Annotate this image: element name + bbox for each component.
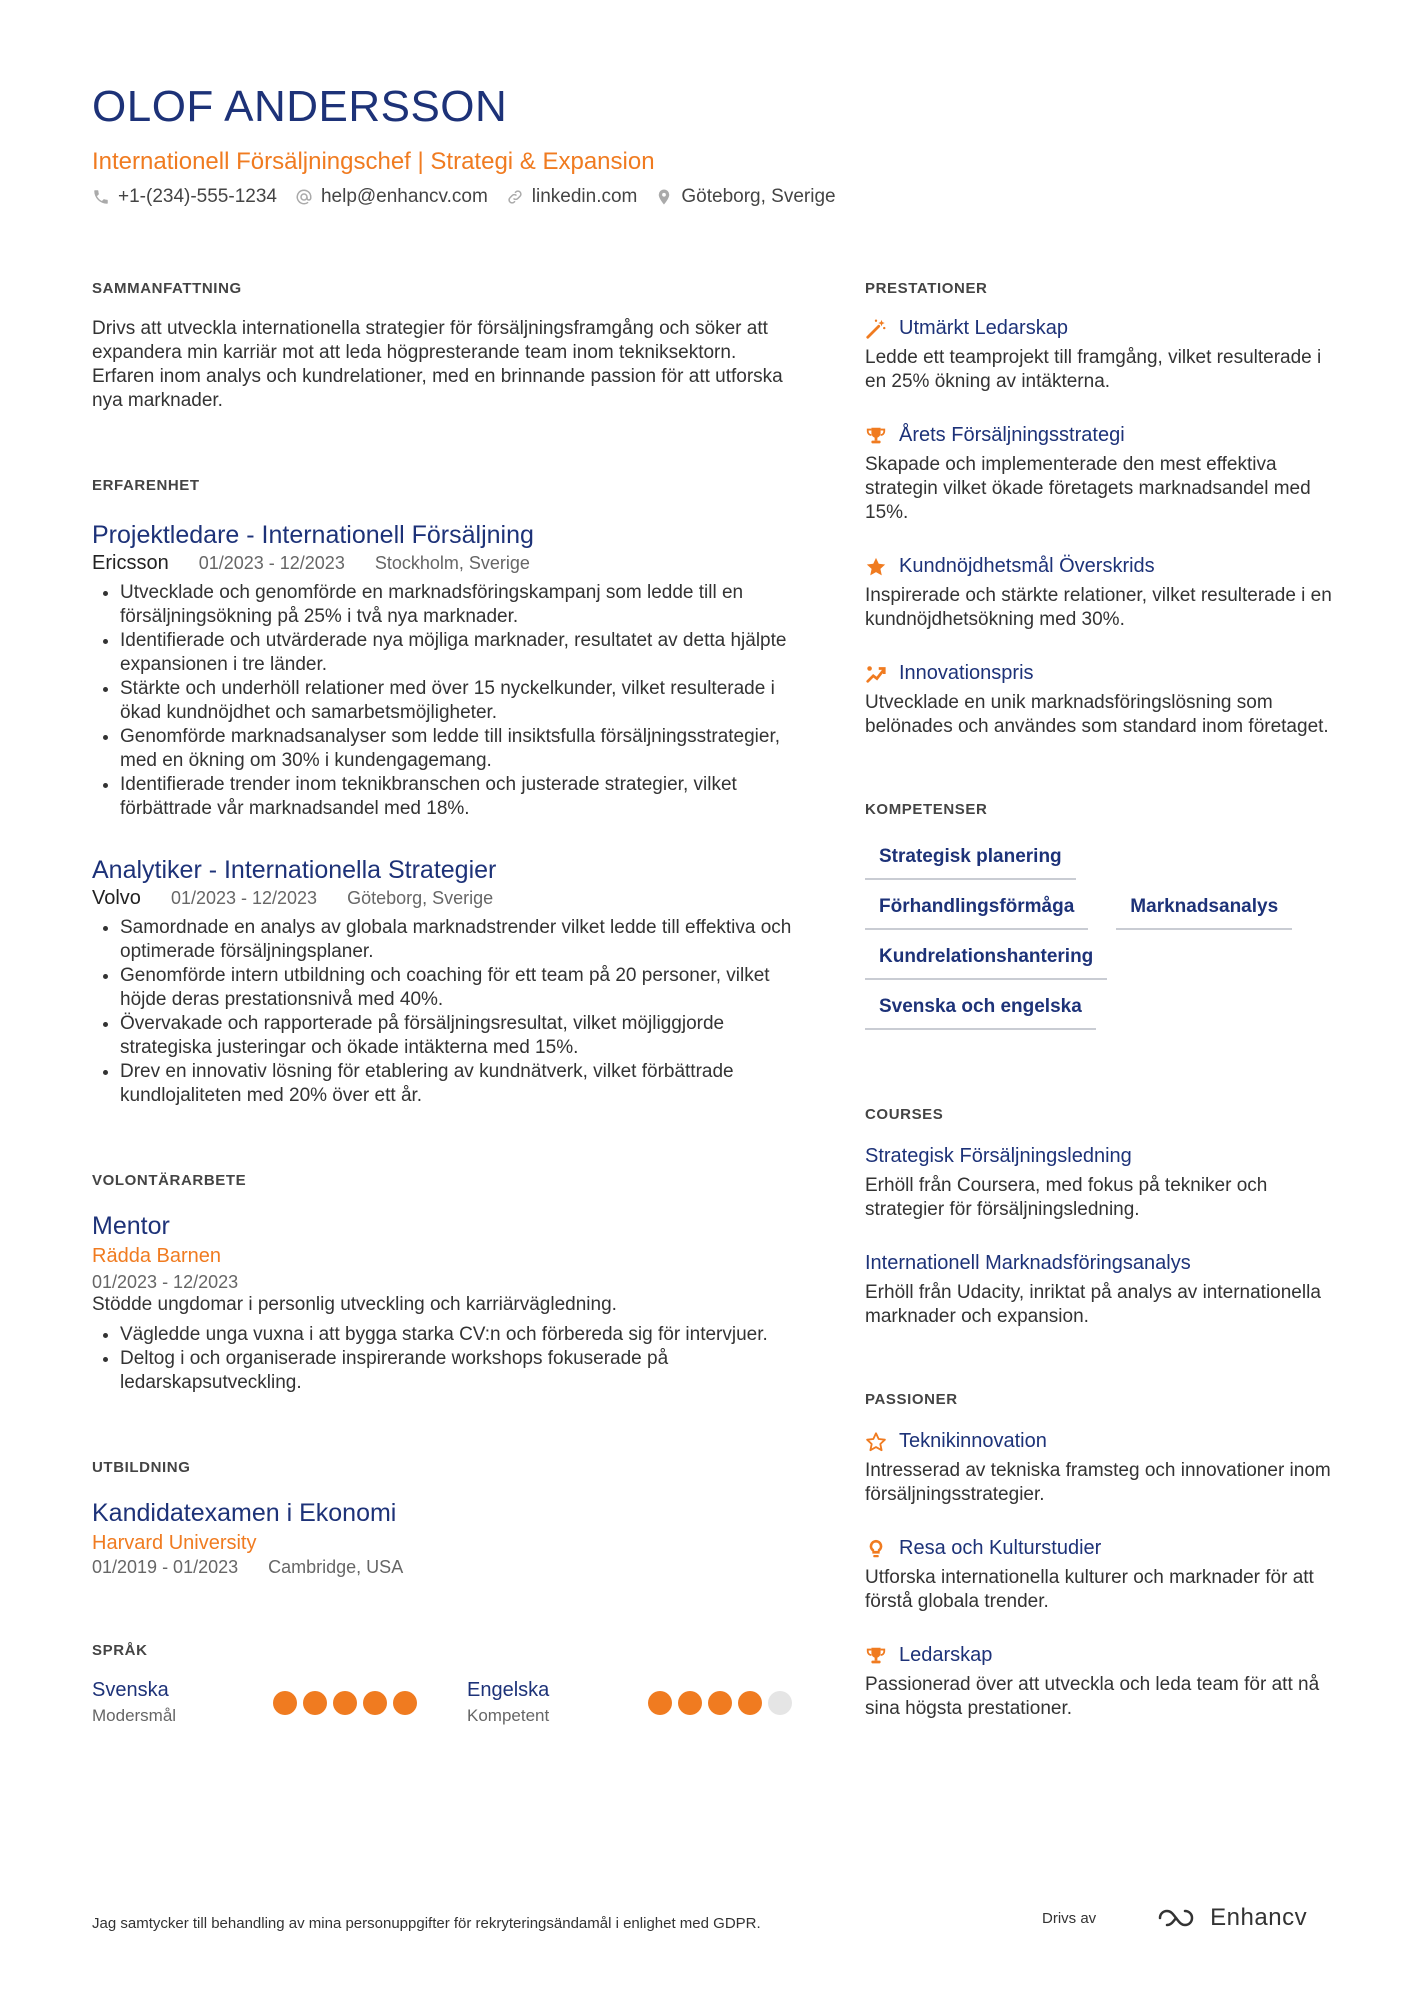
- job-meta: [92, 887, 792, 910]
- enhancv-logo-icon: [1156, 1906, 1202, 1930]
- bullet-item: • Identifierade och utvärderade nya möjliga marknader, resultatet av detta hjälpte expansionen i tre länder.: [120, 629, 792, 677]
- achievement-desc: Ledde ett teamprojekt till framgång, vilket resulterade i en 25% ökning av intäkterna.: [865, 347, 1322, 392]
- bullet-item: • Stärkte och underhöll relationer med över 15 nyckelkunder, vilket resulterade i ökad kundnöjdhet och samarbetsmöjligheter.: [120, 677, 792, 725]
- language-rating: [273, 1691, 417, 1726]
- rating-dot: [303, 1691, 327, 1715]
- job-title: Analytiker - Internationella Strategier: [92, 856, 497, 884]
- passion-item: [865, 1430, 1335, 1507]
- experience-item: [92, 855, 792, 1108]
- magic-wand-icon: [865, 318, 887, 340]
- contact-linkedin[interactable]: [506, 186, 638, 208]
- achievement-item: [865, 317, 1335, 394]
- company-name: Volvo: [92, 887, 141, 909]
- bullet-item: • Identifierade trender inom teknikbranschen och justerade strategier, vilket förbättrade vår marknadsandel med 18%.: [120, 773, 792, 821]
- email-text[interactable]: help@enhancv.com: [320, 186, 488, 207]
- bullet-item: • Genomförde marknadsanalyser som ledde till insiktsfulla försäljningsstrategier, med en ökning om 30% i kundengagemang.: [120, 725, 792, 773]
- languages-section: [92, 1642, 792, 1726]
- achievements-section: [865, 280, 1335, 739]
- rating-dot: [738, 1691, 762, 1715]
- gdpr-consent: Jag samtycker till behandling av mina personuppgifter för rekryteringsändamål i enlighet med GDPR.: [92, 1915, 761, 1932]
- volunteer-section: [92, 1172, 792, 1395]
- bullet-item: • Deltog i och organiserade inspirerande workshops fokuserade på ledarskapsutveckling.: [120, 1347, 792, 1395]
- rating-dot: [393, 1691, 417, 1715]
- rating-dot: [768, 1691, 792, 1715]
- contact-phone: [92, 186, 277, 208]
- section-title-education: UTBILDNING: [92, 1459, 191, 1476]
- rating-dot: [678, 1691, 702, 1715]
- volunteer-bullets: [92, 1323, 792, 1395]
- powered-by-label: Drivs av: [1042, 1909, 1097, 1927]
- right-column: [865, 280, 1335, 1721]
- section-title-experience: ERFARENHET: [92, 477, 200, 494]
- linkedin-text[interactable]: linkedin.com: [531, 186, 638, 207]
- rating-dot: [363, 1691, 387, 1715]
- bullet-item: • Vägledde unga vuxna i att bygga starka CV:n och förbereda sig för intervjuer.: [120, 1323, 792, 1347]
- brand-name: Enhancv: [1210, 1904, 1308, 1931]
- phone-text: +1-(234)-555-1234: [118, 186, 277, 207]
- rating-dot: [648, 1691, 672, 1715]
- course-item: [865, 1252, 1335, 1329]
- achievement-item: [865, 662, 1335, 739]
- school-name: Harvard University: [92, 1532, 257, 1554]
- language-level: Kompetent: [467, 1706, 550, 1725]
- achievement-desc: Utvecklade en unik marknadsföringslösning som belönades och användes som standard inom företaget.: [865, 692, 1329, 737]
- bullet-item: • Övervakade och rapporterade på försäljningsresultat, vilket möjliggjorde strategiska justeringar och ökade intäkterna med 15%.: [120, 1012, 792, 1060]
- course-item: [865, 1145, 1335, 1222]
- phone-icon: [92, 188, 110, 206]
- trophy-icon: [865, 1645, 887, 1667]
- location-pin-icon: [655, 188, 673, 206]
- language-item: [467, 1679, 792, 1726]
- achievement-desc: Inspirerade och stärkte relationer, vilket resulterade i en kundnöjdhetsökning med 30%.: [865, 585, 1332, 630]
- job-dates: 01/2023 - 12/2023: [170, 888, 318, 908]
- lightbulb-icon: [865, 1538, 887, 1560]
- achievement-title: Årets Försäljningsstrategi: [899, 424, 1125, 446]
- job-dates: 01/2023 - 12/2023: [198, 553, 345, 573]
- skills-list: [865, 840, 1335, 1030]
- achievement-item: [865, 424, 1335, 525]
- job-title: Projektledare - Internationell Försäljning: [92, 521, 534, 549]
- achievement-desc: Skapade och implementerade den mest effektiva strategin vilket ökade företagets marknadsandel med 15%.: [865, 454, 1311, 523]
- passion-item: [865, 1537, 1335, 1614]
- job-location: Stockholm, Sverige: [374, 553, 530, 573]
- section-title-achievements: PRESTATIONER: [865, 280, 988, 297]
- course-title: Internationell Marknadsföringsanalys: [865, 1252, 1191, 1274]
- footer-brand: [1042, 1904, 1307, 1932]
- language-item: [92, 1679, 417, 1726]
- bullet-item: • Utvecklade och genomförde en marknadsföringskampanj som ledde till en försäljningsökning på 25% i två nya marknader.: [120, 581, 792, 629]
- course-desc: Erhöll från Coursera, med fokus på tekniker och strategier för försäljningsledning.: [865, 1175, 1268, 1220]
- skill-tag: Marknadsanalys: [1116, 890, 1292, 930]
- section-title-languages: SPRÅK: [92, 1642, 148, 1659]
- experience-item: [92, 520, 792, 821]
- rating-dot: [333, 1691, 357, 1715]
- volunteer-desc: Stödde ungdomar i personlig utveckling och karriärvägledning.: [92, 1294, 617, 1315]
- education-section: [92, 1459, 792, 1578]
- achievement-title: Innovationspris: [899, 662, 1034, 684]
- section-title-volunteer: VOLONTÄRARBETE: [92, 1172, 247, 1189]
- summary-text: Drivs att utveckla internationella strategier för försäljningsframgång och söker att expandera min karriär mot att leda högpresterande team inom tekniksektorn. Erfaren inom analys och kundrelationer, med en brinnande passion för att utforska nya marknader.: [92, 318, 783, 411]
- bullet-item: • Drev en innovativ lösning för etablering av kundnätverk, vilket förbättrade kundlojaliteten med 20% över ett år.: [120, 1060, 792, 1108]
- education-dates: 01/2019 - 01/2023: [92, 1557, 239, 1577]
- achievement-title: Kundnöjdhetsmål Överskrids: [899, 555, 1155, 577]
- section-title-skills: KOMPETENSER: [865, 801, 988, 818]
- job-bullets: [92, 581, 792, 821]
- rating-dot: [273, 1691, 297, 1715]
- trophy-icon: [865, 425, 887, 447]
- company-name: Ericsson: [92, 552, 169, 574]
- link-icon: [506, 188, 524, 206]
- star-icon: [865, 556, 887, 578]
- language-level: Modersmål: [92, 1706, 177, 1725]
- language-name: Svenska: [92, 1679, 169, 1701]
- language-rating: [648, 1691, 792, 1726]
- skill-tag: Förhandlingsförmåga: [865, 890, 1088, 930]
- summary-section: [92, 280, 792, 413]
- passion-title: Resa och Kulturstudier: [899, 1537, 1102, 1559]
- at-icon: [295, 188, 313, 206]
- course-desc: Erhöll från Udacity, inriktat på analys av internationella marknader och expansion.: [865, 1282, 1321, 1327]
- passion-desc: Utforska internationella kulturer och marknader för att förstå globala trender.: [865, 1567, 1314, 1612]
- volunteer-dates: 01/2023 - 12/2023: [92, 1272, 239, 1292]
- left-column: [92, 280, 792, 1726]
- enhancv-logo[interactable]: [1156, 1904, 1307, 1932]
- achievement-title: Utmärkt Ledarskap: [899, 317, 1068, 339]
- courses-section: [865, 1106, 1335, 1329]
- skill-tag: Strategisk planering: [865, 840, 1076, 880]
- candidate-subtitle: Internationell Försäljningschef | Strategi & Expansion: [92, 148, 655, 175]
- volunteer-org: Rädda Barnen: [92, 1245, 221, 1267]
- contact-email[interactable]: [295, 186, 488, 208]
- education-location: Cambridge, USA: [268, 1557, 404, 1577]
- growth-icon: [865, 663, 887, 685]
- location-text: Göteborg, Sverige: [681, 186, 836, 207]
- contact-bar: [92, 186, 836, 208]
- language-name: Engelska: [467, 1679, 550, 1701]
- degree-title: Kandidatexamen i Ekonomi: [92, 1499, 397, 1527]
- rating-dot: [708, 1691, 732, 1715]
- bullet-item: • Samordnade en analys av globala marknadstrender vilket ledde till effektiva och optimerade försäljningsplaner.: [120, 916, 792, 964]
- contact-location: [655, 186, 835, 208]
- bullet-item: • Genomförde intern utbildning och coaching för ett team på 20 personer, vilket höjde deras prestationsnivå med 40%.: [120, 964, 792, 1012]
- passions-section: [865, 1391, 1335, 1721]
- skill-tag: Kundrelationshantering: [865, 940, 1107, 980]
- passion-desc: Intresserad av tekniska framsteg och innovationer inom försäljningsstrategier.: [865, 1460, 1331, 1505]
- job-location: Göteborg, Sverige: [347, 888, 494, 908]
- section-title-courses: COURSES: [865, 1106, 944, 1123]
- section-title-summary: SAMMANFATTNING: [92, 280, 242, 297]
- passion-title: Teknikinnovation: [899, 1430, 1047, 1452]
- education-meta: [92, 1557, 792, 1578]
- job-meta: [92, 552, 792, 575]
- passion-item: [865, 1644, 1335, 1721]
- course-title: Strategisk Försäljningsledning: [865, 1145, 1132, 1167]
- passion-title: Ledarskap: [899, 1644, 993, 1666]
- experience-section: [92, 477, 792, 1108]
- candidate-name: OLOF ANDERSSON: [92, 82, 508, 131]
- job-bullets: [92, 916, 792, 1108]
- skill-tag: Svenska och engelska: [865, 990, 1096, 1030]
- achievement-item: [865, 555, 1335, 632]
- passion-desc: Passionerad över att utveckla och leda team för att nå sina högsta prestationer.: [865, 1674, 1320, 1719]
- skills-section: [865, 801, 1335, 1030]
- star-outline-icon: [865, 1431, 887, 1453]
- section-title-passions: PASSIONER: [865, 1391, 958, 1408]
- volunteer-role: Mentor: [92, 1212, 170, 1240]
- language-list: [92, 1679, 792, 1726]
